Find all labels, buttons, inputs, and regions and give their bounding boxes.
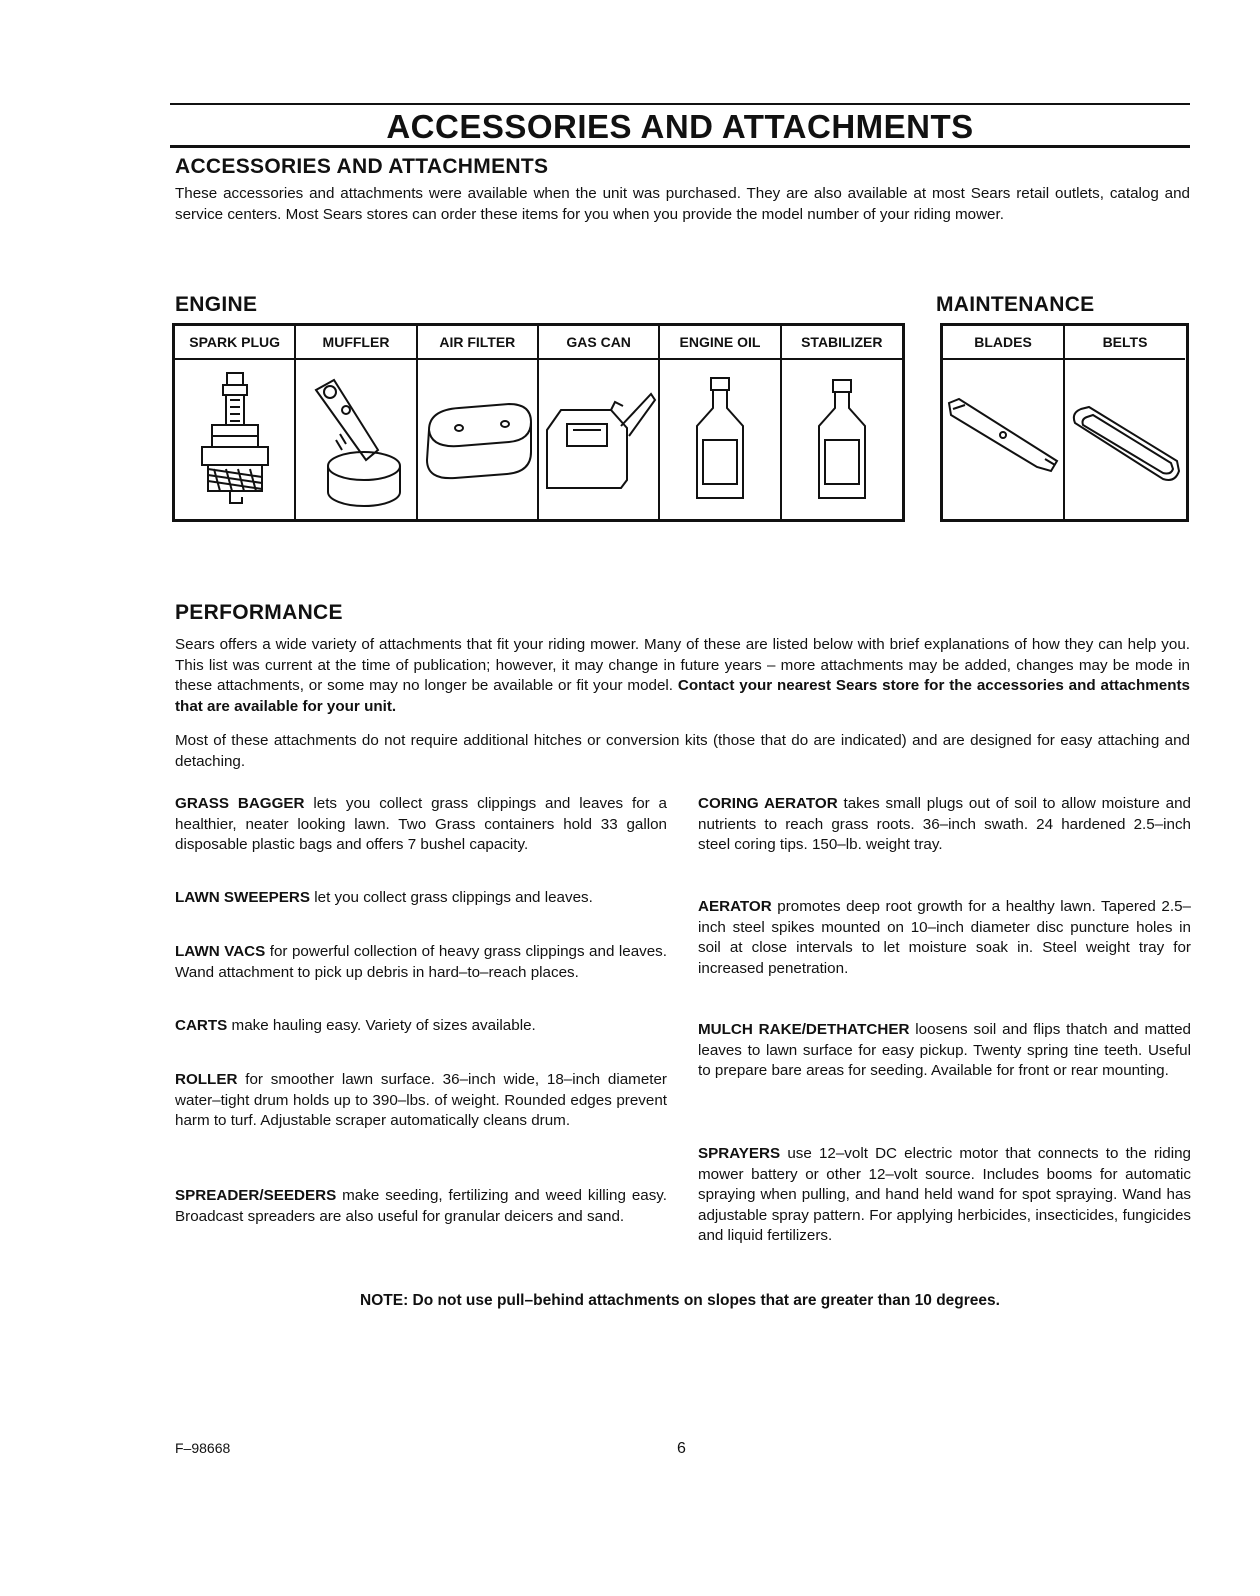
attachment-desc: let you collect grass clippings and leaves. [314, 889, 593, 906]
attachment-roller [175, 1070, 667, 1132]
attachment-name: CARTS [175, 1017, 228, 1034]
maintenance-grid [940, 323, 1189, 522]
attachment-name: AERATOR [698, 898, 772, 915]
item-label: GAS CAN [539, 326, 658, 360]
engine-oil-icon [685, 370, 755, 510]
maintenance-heading: MAINTENANCE [936, 293, 1095, 316]
top-rule [170, 103, 1190, 105]
maintenance-item-blades [943, 326, 1065, 519]
engine-item-stabilizer [782, 326, 902, 519]
muffler-icon [306, 370, 406, 510]
page-banner-title: ACCESSORIES AND ATTACHMENTS [386, 108, 974, 145]
engine-item-muffler [296, 326, 417, 519]
engine-item-air-filter [418, 326, 539, 519]
air-filter-icon [419, 390, 535, 490]
gas-can-icon [541, 380, 657, 500]
attachment-name: ROLLER [175, 1071, 238, 1088]
attachment-desc: lets you collect grass clippings and leaves for a healthier, neater looking lawn. Two Grass containers hold 33 gallon disposable plastic bags and offers 7 bushel capacity. [175, 795, 667, 854]
item-label: BELTS [1065, 326, 1185, 360]
spark-plug-icon [190, 365, 280, 515]
stabilizer-icon [807, 370, 877, 510]
intro-paragraph: These accessories and attachments were available when the unit was purchased. They are also available at most Sears retail outlets, catalog and service centers. Most Sears stores can order these items for you when you provide the model number of your riding mower. [175, 185, 1190, 223]
attachment-coring-aerator [698, 794, 1191, 856]
attachment-desc: loosens soil and flips thatch and matted leaves to lawn surface for easy pickup. Twenty spring tine teeth. Useful to prepare bare areas for seeding. Available for front or rear mounting. [698, 1021, 1191, 1080]
attachment-name: MULCH RAKE/DETHATCHER [698, 1021, 910, 1038]
form-number: F–98668 [175, 1440, 231, 1456]
item-label: BLADES [943, 326, 1063, 360]
blade-icon [945, 395, 1061, 485]
item-label: ENGINE OIL [660, 326, 779, 360]
attachment-grass-bagger [175, 794, 667, 856]
attachment-carts [175, 1016, 667, 1037]
attachment-name: LAWN VACS [175, 943, 266, 960]
attachment-sprayers [698, 1144, 1191, 1247]
attachment-desc: promotes deep root growth for a healthy lawn. Tapered 2.5–inch steel spikes mounted on 10–inch diameter disc puncture holes in soil at close intervals to let moisture soak in. Steel weight tray for increased penetration. [698, 898, 1191, 977]
belt-icon [1067, 395, 1183, 485]
item-label: SPARK PLUG [175, 326, 294, 360]
performance-text: Sears offers a wide variety of attachments that fit your riding mower. Many of these are listed below with brief explanations of how they can help you. This list was current at the time of publication; however, it may change in future years – more attachments may be added, changes may be mode in these attachments, or some may no longer be available or fit your model. [175, 636, 1190, 695]
attachment-lawn-vacs [175, 942, 667, 983]
performance-paragraph-1 [175, 635, 1190, 717]
attachment-name: GRASS BAGGER [175, 795, 305, 812]
attachment-desc: takes small plugs out of soil to allow moisture and nutrients to reach grass roots. 36–inch swath. 24 hardened 2.5–inch steel coring tips. 150–lb. weight tray. [698, 795, 1191, 854]
banner-rule [170, 145, 1190, 148]
attachment-desc: make hauling easy. Variety of sizes available. [231, 1017, 536, 1034]
page-number: 6 [677, 1440, 686, 1457]
attachment-spreader-seeders [175, 1186, 667, 1227]
attachment-lawn-sweepers [175, 888, 667, 909]
engine-item-spark-plug [175, 326, 296, 519]
maintenance-item-belts [1065, 326, 1185, 519]
engine-heading: ENGINE [175, 293, 258, 316]
item-label: MUFFLER [296, 326, 415, 360]
item-label: AIR FILTER [418, 326, 537, 360]
performance-contact-bold: Contact your nearest Sears store for the accessories and attachments that are available for your unit. [175, 677, 1190, 715]
attachment-desc: for smoother lawn surface. 36–inch wide, 18–inch diameter water–tight drum holds up to 390–lbs. of weight. Rounded edges prevent harm to turf. Adjustable scraper automatically cleans drum. [175, 1071, 667, 1130]
attachment-desc: use 12–volt DC electric motor that connects to the riding mower battery or other 12–volt source. Includes booms for automatic spraying when pulling, and hand held wand for spot spraying. Wand has adjustable spray pattern. For applying herbicides, insecticides, fungicides and liquid fertilizers. [698, 1145, 1191, 1245]
attachment-desc: make seeding, fertilizing and weed killing easy. Broadcast spreaders are also useful for granular deicers and sand. [175, 1187, 667, 1225]
attachment-name: LAWN SWEEPERS [175, 889, 311, 906]
attachment-mulch-rake-dethatcher [698, 1020, 1191, 1082]
attachment-desc: for powerful collection of heavy grass clippings and leaves. Wand attachment to pick up debris in hard–to–reach places. [175, 943, 667, 981]
performance-heading: PERFORMANCE [175, 601, 343, 624]
intro-heading: ACCESSORIES AND ATTACHMENTS [175, 155, 549, 178]
attachment-name: CORING AERATOR [698, 795, 838, 812]
performance-paragraph-2: Most of these attachments do not require additional hitches or conversion kits (those that do are indicated) and are designed for easy attaching and detaching. [175, 732, 1190, 770]
item-label: STABILIZER [782, 326, 902, 360]
attachment-name: SPRAYERS [698, 1145, 781, 1162]
engine-item-gas-can [539, 326, 660, 519]
safety-note: NOTE: Do not use pull–behind attachments on slopes that are greater than 10 degrees. [360, 1292, 1000, 1309]
engine-grid [172, 323, 905, 522]
engine-item-engine-oil [660, 326, 781, 519]
attachment-aerator [698, 897, 1191, 979]
attachment-name: SPREADER/SEEDERS [175, 1187, 337, 1204]
